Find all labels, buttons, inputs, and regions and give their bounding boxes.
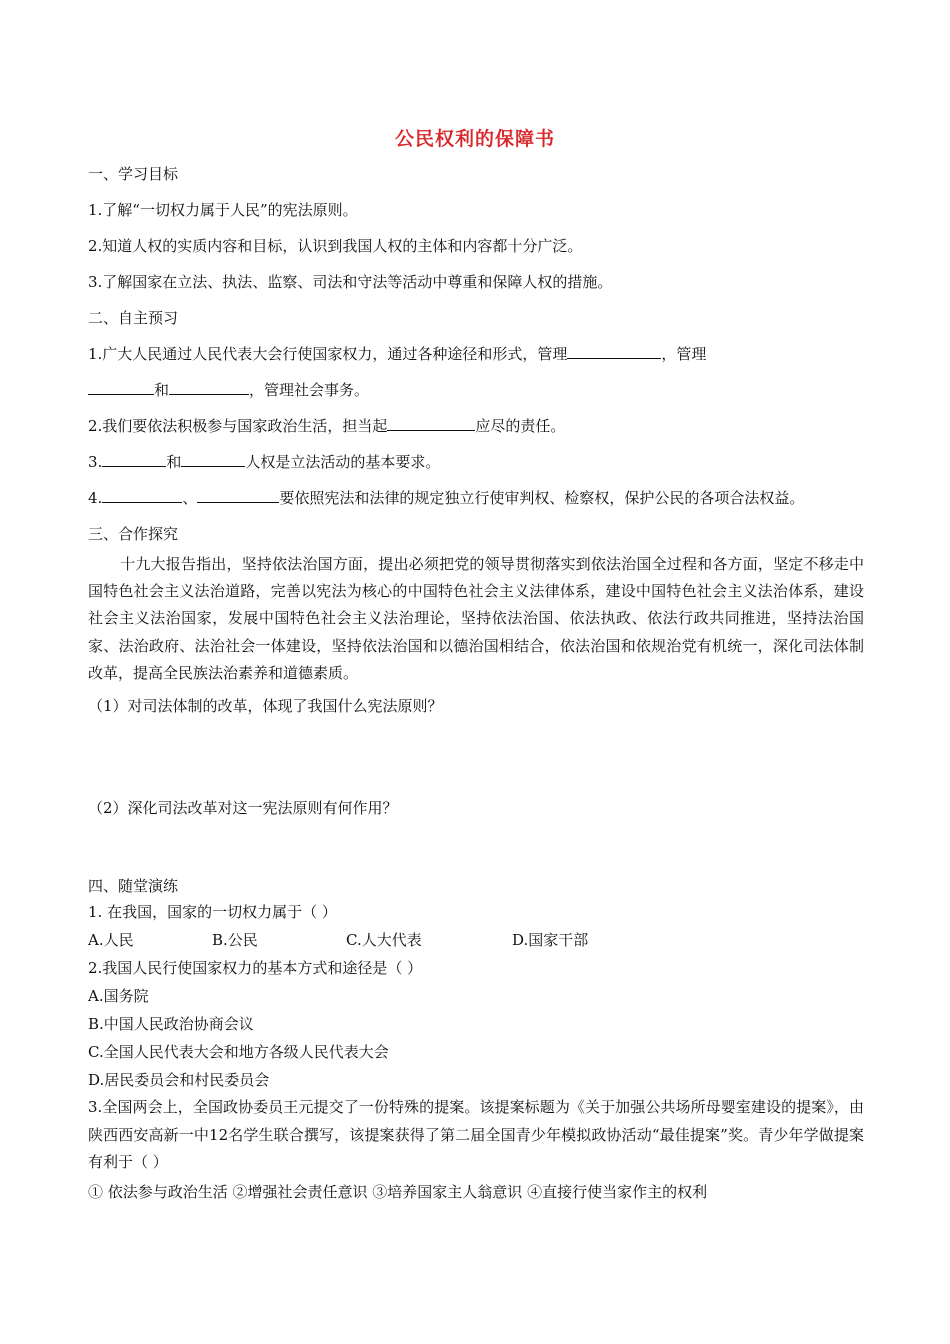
section-heading-goals: 一、学习目标 [88,165,179,183]
practice-q2-option-d[interactable]: D.居民委员会和村民委员会 [88,1071,270,1089]
preview-q1-text-c: 和 [154,381,170,399]
practice-q2-option-a[interactable]: A.国务院 [88,987,149,1005]
preview-q3-text-b: 和 [166,453,182,471]
option-a[interactable]: A.人民 [88,931,134,949]
preview-question-1 [88,344,706,364]
preview-question-3 [88,452,440,472]
section-heading-practice: 四、随堂演练 [88,877,179,895]
option-d[interactable]: D.国家干部 [512,931,589,949]
page-title: 公民权利的保障书 [394,128,555,150]
preview-q4-text-a: 4. [88,489,103,507]
option-c[interactable]: C.人大代表 [346,931,422,949]
fill-blank[interactable] [88,380,154,395]
practice-q1-options [88,930,588,950]
explore-passage [88,551,864,687]
explore-question-1: （1）对司法体制的改革，体现了我国什么宪法原则？ [88,697,443,715]
practice-question-3: 3.全国两会上，全国政协委员王元提交了一份特殊的提案。该提案标题为《关于加强公共场所母婴室建设的提案》，由陕西西安高新一中12名学生联合撰写，该提案获得了第二届全国青少年模拟政协活动“最佳提案”奖。青少年学做提案有利于（ ） [88,1098,864,1171]
practice-q2-option-b[interactable]: B.中国人民政治协商会议 [88,1015,254,1033]
preview-q2-text-a: 2.我们要依法积极参与国家政治生活，担当起 [88,417,388,435]
preview-q1-text-d: ，管理社会事务。 [249,381,370,399]
goal-item-2: 2.知道人权的实质内容和目标，认识到我国人权的主体和内容都十分广泛。 [88,237,583,255]
practice-question-2: 2.我国人民行使国家权力的基本方式和途径是（ ） [88,959,423,977]
fill-blank[interactable] [102,488,182,503]
fill-blank[interactable] [387,416,475,431]
preview-question-2 [88,416,565,436]
explore-passage-text: 十九大报告指出，坚持依法治国方面，提出必须把党的领导贯彻落实到依法治国全过程和各方面，坚定不移走中国特色社会主义法治道路，完善以宪法为核心的中国特色社会主义法律体系，建设中国特色社会主义法治体系，建设社会主义法治国家，发展中国特色社会主义法治理论，坚持依法治国、依法执政、依法行政共同推进，坚持法治国家、法治政府、法治社会一体建设，坚持依法治国和以德治国相结合，依法治国和依规治党有机统一，深化司法体制改革，提高全民族法治素养和道德素质。 [88,555,864,682]
preview-q2-text-b: 应尽的责任。 [475,417,566,435]
section-heading-explore: 三、合作探究 [88,525,179,543]
fill-blank[interactable] [169,380,249,395]
preview-q4-text-c: 要依照宪法和法律的规定独立行使审判权、检察权，保护公民的各项合法权益。 [279,489,805,507]
preview-question-1-cont [88,380,369,400]
practice-q3-choices: ① 依法参与政治生活 ②增强社会责任意识 ③培养国家主人翁意识 ④直接行使当家作主的权利 [88,1183,708,1201]
preview-q1-text-a: 1.广大人民通过人民代表大会行使国家权力，通过各种途径和形式，管理 [88,345,568,363]
fill-blank[interactable] [181,452,245,467]
fill-blank[interactable] [197,488,279,503]
fill-blank[interactable] [102,452,166,467]
goal-item-1: 1.了解“一切权力属于人民”的宪法原则。 [88,201,358,219]
practice-question-1: 1. 在我国，国家的一切权力属于（ ） [88,903,337,921]
section-heading-preview: 二、自主预习 [88,309,179,327]
explore-question-2: （2）深化司法改革对这一宪法原则有何作用？ [88,799,398,817]
preview-q4-text-b: 、 [182,489,198,507]
option-b[interactable]: B.公民 [212,931,258,949]
practice-q2-option-c[interactable]: C.全国人民代表大会和地方各级人民代表大会 [88,1043,389,1061]
preview-q3-text-a: 3. [88,453,103,471]
goal-item-3: 3.了解国家在立法、执法、监察、司法和守法等活动中尊重和保障人权的措施。 [88,273,613,291]
preview-q3-text-c: 人权是立法活动的基本要求。 [245,453,441,471]
preview-q1-text-b: ，管理 [661,345,707,363]
fill-blank[interactable] [567,344,661,359]
preview-question-4 [88,488,804,508]
